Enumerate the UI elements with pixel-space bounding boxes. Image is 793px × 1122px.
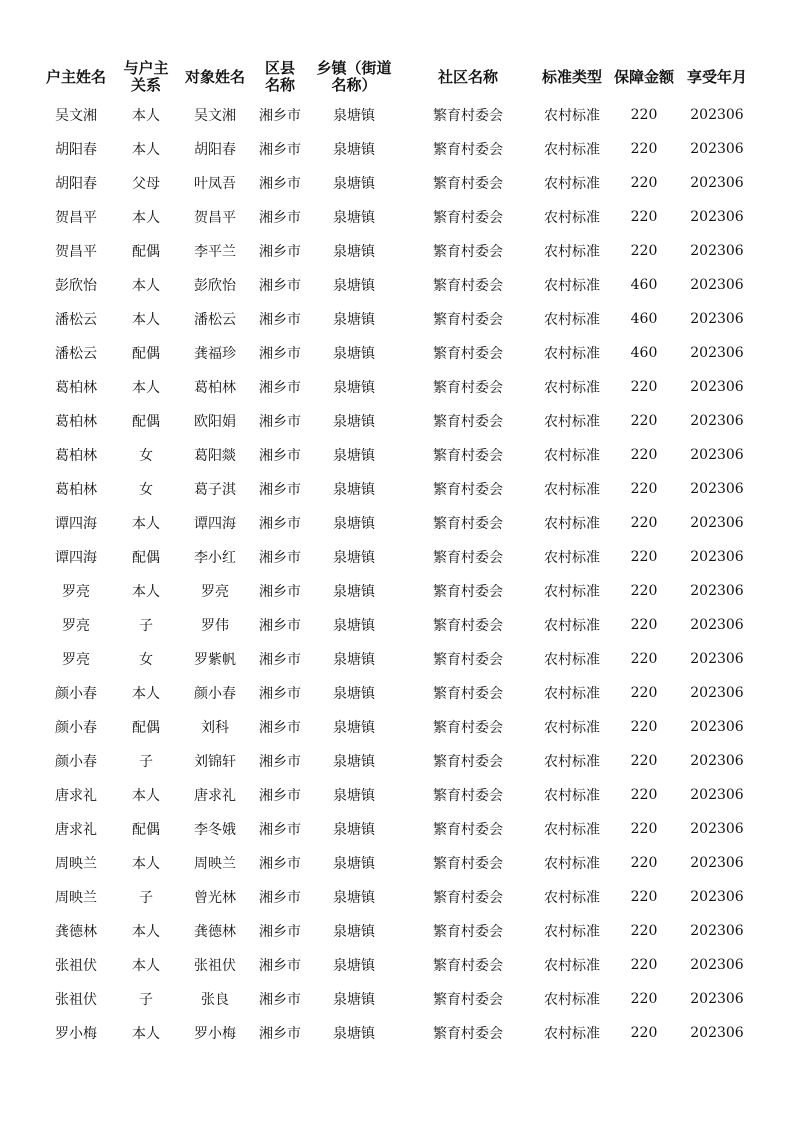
cell-recipient-name: 贺昌平	[194, 210, 236, 226]
cell-recipient-name: 李小红	[194, 550, 236, 566]
cell-household-head: 葛柏林	[55, 414, 97, 430]
cell-township: 泉塘镇	[333, 312, 375, 328]
cell-standard-type: 农村标准	[544, 958, 600, 974]
cell-township: 泉塘镇	[333, 1026, 375, 1042]
cell-relation: 女	[139, 448, 153, 464]
cell-recipient-name: 龚德林	[194, 924, 236, 940]
cell-household-head: 葛柏林	[55, 482, 97, 498]
cell-county: 湘乡市	[259, 652, 301, 668]
cell-county: 湘乡市	[259, 482, 301, 498]
cell-household-head: 潘松云	[55, 312, 97, 328]
cell-month: 202306	[690, 1025, 744, 1041]
cell-recipient-name: 罗小梅	[194, 1026, 236, 1042]
table-body	[36, 98, 756, 1050]
cell-recipient-name: 叶凤吾	[194, 176, 236, 192]
table-row	[36, 404, 756, 438]
cell-standard-type: 农村标准	[544, 482, 600, 498]
cell-county: 湘乡市	[259, 924, 301, 940]
cell-county: 湘乡市	[259, 448, 301, 464]
cell-household-head: 胡阳春	[55, 142, 97, 158]
cell-community: 繁育村委会	[433, 448, 503, 464]
cell-township: 泉塘镇	[333, 244, 375, 260]
cell-recipient-name: 唐求礼	[194, 788, 236, 804]
cell-township: 泉塘镇	[333, 210, 375, 226]
cell-standard-type: 农村标准	[544, 244, 600, 260]
cell-community: 繁育村委会	[433, 108, 503, 124]
cell-county: 湘乡市	[259, 958, 301, 974]
cell-recipient-name: 胡阳春	[194, 142, 236, 158]
cell-relation: 配偶	[132, 244, 160, 260]
cell-recipient-name: 吴文湘	[194, 108, 236, 124]
cell-township: 泉塘镇	[333, 822, 375, 838]
cell-township: 泉塘镇	[333, 618, 375, 634]
cell-household-head: 葛柏林	[55, 448, 97, 464]
cell-township: 泉塘镇	[333, 686, 375, 702]
cell-community: 繁育村委会	[433, 822, 503, 838]
cell-community: 繁育村委会	[433, 176, 503, 192]
cell-community: 繁育村委会	[433, 414, 503, 430]
cell-relation: 父母	[132, 176, 160, 192]
cell-township: 泉塘镇	[333, 380, 375, 396]
cell-amount: 220	[630, 821, 658, 837]
cell-county: 湘乡市	[259, 754, 301, 770]
cell-month: 202306	[690, 991, 744, 1007]
cell-standard-type: 农村标准	[544, 550, 600, 566]
cell-relation: 子	[139, 992, 153, 1008]
table-row	[36, 1016, 756, 1050]
cell-county: 湘乡市	[259, 1026, 301, 1042]
table-row	[36, 438, 756, 472]
cell-standard-type: 农村标准	[544, 210, 600, 226]
cell-amount: 220	[630, 583, 658, 599]
cell-household-head: 胡阳春	[55, 176, 97, 192]
table-row	[36, 608, 756, 642]
cell-recipient-name: 谭四海	[194, 516, 236, 532]
cell-month: 202306	[690, 311, 744, 327]
cell-relation: 本人	[132, 1026, 160, 1042]
cell-relation: 本人	[132, 380, 160, 396]
cell-household-head: 吴文湘	[55, 108, 97, 124]
cell-standard-type: 农村标准	[544, 618, 600, 634]
cell-township: 泉塘镇	[333, 414, 375, 430]
cell-township: 泉塘镇	[333, 142, 375, 158]
cell-amount: 220	[630, 175, 658, 191]
table-row	[36, 200, 756, 234]
cell-recipient-name: 曾光林	[194, 890, 236, 906]
cell-amount: 460	[630, 277, 658, 293]
cell-month: 202306	[690, 889, 744, 905]
cell-amount: 220	[630, 889, 658, 905]
table-row	[36, 370, 756, 404]
cell-household-head: 贺昌平	[55, 244, 97, 260]
cell-county: 湘乡市	[259, 244, 301, 260]
cell-recipient-name: 罗伟	[201, 618, 229, 634]
cell-township: 泉塘镇	[333, 924, 375, 940]
cell-township: 泉塘镇	[333, 278, 375, 294]
cell-household-head: 潘松云	[55, 346, 97, 362]
cell-standard-type: 农村标准	[544, 754, 600, 770]
table-row	[36, 268, 756, 302]
cell-amount: 220	[630, 787, 658, 803]
header-relation: 与户主 关系	[123, 59, 169, 94]
cell-household-head: 贺昌平	[55, 210, 97, 226]
cell-amount: 220	[630, 481, 658, 497]
cell-township: 泉塘镇	[333, 176, 375, 192]
cell-relation: 女	[139, 482, 153, 498]
cell-household-head: 罗小梅	[55, 1026, 97, 1042]
cell-township: 泉塘镇	[333, 788, 375, 804]
cell-recipient-name: 葛子淇	[194, 482, 236, 498]
cell-township: 泉塘镇	[333, 550, 375, 566]
cell-county: 湘乡市	[259, 618, 301, 634]
cell-standard-type: 农村标准	[544, 924, 600, 940]
cell-recipient-name: 龚福珍	[194, 346, 236, 362]
cell-community: 繁育村委会	[433, 312, 503, 328]
cell-community: 繁育村委会	[433, 618, 503, 634]
cell-county: 湘乡市	[259, 108, 301, 124]
cell-month: 202306	[690, 515, 744, 531]
cell-recipient-name: 张祖伏	[194, 958, 236, 974]
cell-relation: 本人	[132, 142, 160, 158]
table-row	[36, 914, 756, 948]
cell-standard-type: 农村标准	[544, 278, 600, 294]
table-row	[36, 234, 756, 268]
cell-community: 繁育村委会	[433, 346, 503, 362]
cell-community: 繁育村委会	[433, 278, 503, 294]
table-row	[36, 132, 756, 166]
cell-amount: 220	[630, 855, 658, 871]
cell-month: 202306	[690, 923, 744, 939]
cell-household-head: 张祖伏	[55, 992, 97, 1008]
cell-standard-type: 农村标准	[544, 652, 600, 668]
cell-relation: 子	[139, 618, 153, 634]
cell-relation: 本人	[132, 686, 160, 702]
cell-relation: 子	[139, 890, 153, 906]
cell-month: 202306	[690, 821, 744, 837]
cell-recipient-name: 潘松云	[194, 312, 236, 328]
cell-household-head: 周映兰	[55, 856, 97, 872]
cell-community: 繁育村委会	[433, 482, 503, 498]
cell-township: 泉塘镇	[333, 720, 375, 736]
cell-household-head: 罗亮	[62, 618, 90, 634]
cell-county: 湘乡市	[259, 380, 301, 396]
cell-township: 泉塘镇	[333, 584, 375, 600]
cell-amount: 220	[630, 685, 658, 701]
cell-county: 湘乡市	[259, 720, 301, 736]
cell-county: 湘乡市	[259, 346, 301, 362]
cell-month: 202306	[690, 209, 744, 225]
cell-household-head: 周映兰	[55, 890, 97, 906]
cell-household-head: 罗亮	[62, 584, 90, 600]
cell-month: 202306	[690, 957, 744, 973]
cell-household-head: 龚德林	[55, 924, 97, 940]
cell-amount: 460	[630, 345, 658, 361]
cell-amount: 460	[630, 311, 658, 327]
cell-recipient-name: 罗亮	[201, 584, 229, 600]
cell-month: 202306	[690, 379, 744, 395]
header-month: 享受年月	[686, 67, 747, 86]
cell-recipient-name: 葛柏林	[194, 380, 236, 396]
cell-community: 繁育村委会	[433, 584, 503, 600]
header-community: 社区名称	[437, 67, 498, 86]
table-row	[36, 506, 756, 540]
table-row	[36, 166, 756, 200]
table-row	[36, 642, 756, 676]
cell-recipient-name: 张良	[201, 992, 229, 1008]
table-row	[36, 948, 756, 982]
cell-community: 繁育村委会	[433, 958, 503, 974]
cell-township: 泉塘镇	[333, 890, 375, 906]
header-amount: 保障金额	[613, 67, 674, 86]
cell-month: 202306	[690, 107, 744, 123]
cell-community: 繁育村委会	[433, 890, 503, 906]
cell-amount: 220	[630, 1025, 658, 1041]
cell-amount: 220	[630, 957, 658, 973]
cell-county: 湘乡市	[259, 890, 301, 906]
cell-month: 202306	[690, 719, 744, 735]
assistance-table	[36, 56, 756, 1050]
cell-relation: 本人	[132, 278, 160, 294]
table-row	[36, 846, 756, 880]
cell-relation: 本人	[132, 924, 160, 940]
cell-county: 湘乡市	[259, 822, 301, 838]
cell-household-head: 颜小春	[55, 720, 97, 736]
cell-standard-type: 农村标准	[544, 448, 600, 464]
cell-community: 繁育村委会	[433, 142, 503, 158]
cell-county: 湘乡市	[259, 686, 301, 702]
cell-month: 202306	[690, 549, 744, 565]
cell-household-head: 彭欣怡	[55, 278, 97, 294]
table-row	[36, 574, 756, 608]
cell-township: 泉塘镇	[333, 754, 375, 770]
cell-community: 繁育村委会	[433, 686, 503, 702]
cell-relation: 配偶	[132, 720, 160, 736]
cell-community: 繁育村委会	[433, 788, 503, 804]
cell-community: 繁育村委会	[433, 516, 503, 532]
cell-amount: 220	[630, 209, 658, 225]
cell-county: 湘乡市	[259, 142, 301, 158]
cell-household-head: 张祖伏	[55, 958, 97, 974]
cell-month: 202306	[690, 617, 744, 633]
cell-recipient-name: 李平兰	[194, 244, 236, 260]
cell-standard-type: 农村标准	[544, 414, 600, 430]
cell-community: 繁育村委会	[433, 210, 503, 226]
cell-amount: 220	[630, 515, 658, 531]
cell-amount: 220	[630, 141, 658, 157]
cell-month: 202306	[690, 651, 744, 667]
table-row	[36, 472, 756, 506]
cell-standard-type: 农村标准	[544, 108, 600, 124]
table-row	[36, 98, 756, 132]
cell-recipient-name: 颜小春	[194, 686, 236, 702]
cell-amount: 220	[630, 753, 658, 769]
cell-community: 繁育村委会	[433, 754, 503, 770]
cell-standard-type: 农村标准	[544, 142, 600, 158]
header-county: 区县 名称	[264, 59, 295, 94]
cell-standard-type: 农村标准	[544, 856, 600, 872]
cell-household-head: 谭四海	[55, 516, 97, 532]
cell-month: 202306	[690, 141, 744, 157]
cell-household-head: 葛柏林	[55, 380, 97, 396]
cell-county: 湘乡市	[259, 210, 301, 226]
cell-month: 202306	[690, 345, 744, 361]
cell-community: 繁育村委会	[433, 856, 503, 872]
cell-relation: 本人	[132, 856, 160, 872]
header-recipient-name: 对象姓名	[184, 67, 245, 86]
cell-township: 泉塘镇	[333, 992, 375, 1008]
cell-township: 泉塘镇	[333, 516, 375, 532]
cell-county: 湘乡市	[259, 788, 301, 804]
cell-relation: 本人	[132, 108, 160, 124]
cell-household-head: 颜小春	[55, 754, 97, 770]
cell-month: 202306	[690, 583, 744, 599]
cell-county: 湘乡市	[259, 584, 301, 600]
cell-amount: 220	[630, 651, 658, 667]
table-row	[36, 982, 756, 1016]
cell-recipient-name: 葛阳燚	[194, 448, 236, 464]
cell-relation: 本人	[132, 958, 160, 974]
cell-relation: 本人	[132, 788, 160, 804]
cell-relation: 本人	[132, 312, 160, 328]
cell-standard-type: 农村标准	[544, 346, 600, 362]
table-header-row	[36, 56, 756, 98]
cell-amount: 220	[630, 447, 658, 463]
cell-standard-type: 农村标准	[544, 686, 600, 702]
cell-amount: 220	[630, 923, 658, 939]
cell-county: 湘乡市	[259, 550, 301, 566]
cell-community: 繁育村委会	[433, 550, 503, 566]
cell-month: 202306	[690, 753, 744, 769]
cell-relation: 配偶	[132, 822, 160, 838]
cell-household-head: 唐求礼	[55, 822, 97, 838]
cell-amount: 220	[630, 719, 658, 735]
cell-county: 湘乡市	[259, 856, 301, 872]
cell-amount: 220	[630, 379, 658, 395]
table-row	[36, 744, 756, 778]
cell-relation: 女	[139, 652, 153, 668]
cell-standard-type: 农村标准	[544, 584, 600, 600]
cell-relation: 配偶	[132, 414, 160, 430]
cell-township: 泉塘镇	[333, 482, 375, 498]
cell-standard-type: 农村标准	[544, 1026, 600, 1042]
cell-household-head: 颜小春	[55, 686, 97, 702]
cell-relation: 子	[139, 754, 153, 770]
cell-township: 泉塘镇	[333, 346, 375, 362]
cell-household-head: 谭四海	[55, 550, 97, 566]
cell-standard-type: 农村标准	[544, 516, 600, 532]
cell-recipient-name: 周映兰	[194, 856, 236, 872]
cell-month: 202306	[690, 481, 744, 497]
cell-month: 202306	[690, 277, 744, 293]
cell-community: 繁育村委会	[433, 244, 503, 260]
cell-relation: 配偶	[132, 550, 160, 566]
cell-relation: 配偶	[132, 346, 160, 362]
cell-township: 泉塘镇	[333, 448, 375, 464]
cell-standard-type: 农村标准	[544, 992, 600, 1008]
cell-recipient-name: 罗紫帆	[194, 652, 236, 668]
cell-township: 泉塘镇	[333, 958, 375, 974]
cell-amount: 220	[630, 617, 658, 633]
cell-household-head: 罗亮	[62, 652, 90, 668]
cell-relation: 本人	[132, 210, 160, 226]
cell-community: 繁育村委会	[433, 1026, 503, 1042]
cell-month: 202306	[690, 685, 744, 701]
table-row	[36, 676, 756, 710]
cell-recipient-name: 李冬娥	[194, 822, 236, 838]
cell-township: 泉塘镇	[333, 856, 375, 872]
cell-month: 202306	[690, 787, 744, 803]
cell-standard-type: 农村标准	[544, 788, 600, 804]
cell-community: 繁育村委会	[433, 924, 503, 940]
header-standard-type: 标准类型	[541, 67, 602, 86]
table-row	[36, 778, 756, 812]
cell-county: 湘乡市	[259, 312, 301, 328]
cell-month: 202306	[690, 855, 744, 871]
cell-community: 繁育村委会	[433, 992, 503, 1008]
cell-standard-type: 农村标准	[544, 720, 600, 736]
cell-community: 繁育村委会	[433, 380, 503, 396]
cell-standard-type: 农村标准	[544, 176, 600, 192]
cell-recipient-name: 彭欣怡	[194, 278, 236, 294]
table-row	[36, 302, 756, 336]
cell-month: 202306	[690, 447, 744, 463]
cell-county: 湘乡市	[259, 414, 301, 430]
cell-standard-type: 农村标准	[544, 890, 600, 906]
cell-recipient-name: 刘锦轩	[194, 754, 236, 770]
cell-township: 泉塘镇	[333, 652, 375, 668]
cell-county: 湘乡市	[259, 516, 301, 532]
cell-relation: 本人	[132, 584, 160, 600]
cell-amount: 220	[630, 107, 658, 123]
table-row	[36, 336, 756, 370]
cell-relation: 本人	[132, 516, 160, 532]
cell-community: 繁育村委会	[433, 652, 503, 668]
table-row	[36, 540, 756, 574]
cell-township: 泉塘镇	[333, 108, 375, 124]
header-township: 乡镇（街道 名称）	[316, 59, 392, 94]
table-row	[36, 880, 756, 914]
cell-county: 湘乡市	[259, 176, 301, 192]
cell-recipient-name: 欧阳娟	[194, 414, 236, 430]
cell-amount: 220	[630, 413, 658, 429]
cell-county: 湘乡市	[259, 278, 301, 294]
table-row	[36, 812, 756, 846]
cell-standard-type: 农村标准	[544, 380, 600, 396]
cell-recipient-name: 刘科	[201, 720, 229, 736]
header-household-head: 户主姓名	[45, 67, 106, 86]
cell-community: 繁育村委会	[433, 720, 503, 736]
cell-amount: 220	[630, 991, 658, 1007]
cell-standard-type: 农村标准	[544, 822, 600, 838]
cell-county: 湘乡市	[259, 992, 301, 1008]
cell-standard-type: 农村标准	[544, 312, 600, 328]
table-row	[36, 710, 756, 744]
cell-month: 202306	[690, 175, 744, 191]
cell-amount: 220	[630, 549, 658, 565]
cell-month: 202306	[690, 413, 744, 429]
cell-month: 202306	[690, 243, 744, 259]
cell-household-head: 唐求礼	[55, 788, 97, 804]
cell-amount: 220	[630, 243, 658, 259]
